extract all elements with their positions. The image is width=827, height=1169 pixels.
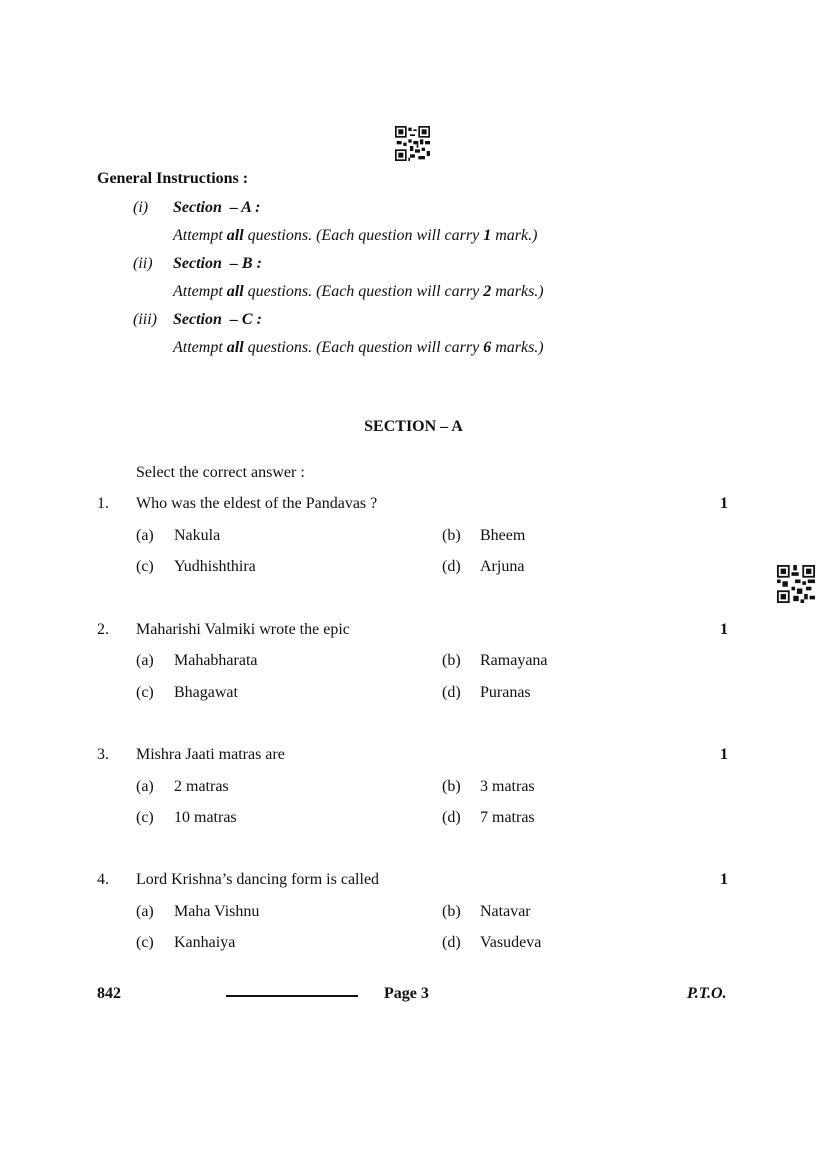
option-text: Bheem xyxy=(480,527,526,544)
roman-numeral: (ii) xyxy=(133,255,153,272)
option-text: Vasudeva xyxy=(480,934,542,951)
option-label: (c) xyxy=(136,558,154,575)
instruction-mid: questions. (Each question will carry xyxy=(243,227,484,244)
instruction-all: all xyxy=(226,339,244,356)
instruction-text xyxy=(173,283,544,301)
page-number: Page 3 xyxy=(384,985,429,1002)
instruction-marks-number: 2 xyxy=(483,283,492,300)
paper-code: 842 xyxy=(97,985,121,1002)
question-text: Maharishi Valmiki wrote the epic xyxy=(136,621,350,638)
option-text: Kanhaiya xyxy=(174,934,236,951)
option-text: 2 matras xyxy=(174,778,229,795)
option-label: (d) xyxy=(442,934,461,951)
roman-numeral: (i) xyxy=(133,199,149,216)
option-text: Natavar xyxy=(480,903,531,920)
question-marks: 1 xyxy=(720,746,728,763)
instruction-pre: Attempt xyxy=(173,339,227,356)
section-word: Section xyxy=(173,199,222,216)
option-text: Maha Vishnu xyxy=(174,903,260,920)
option-label: (d) xyxy=(442,809,461,826)
option-text: 10 matras xyxy=(174,809,237,826)
instruction-heading-section-a xyxy=(133,199,148,217)
instruction-pre: Attempt xyxy=(173,227,227,244)
option-label: (a) xyxy=(136,527,154,544)
section-letter: – B : xyxy=(229,255,262,272)
section-letter: – A : xyxy=(229,199,261,216)
instruction-mid: questions. (Each question will carry xyxy=(243,339,484,356)
instruction-text xyxy=(173,227,537,245)
qr-code-icon xyxy=(395,126,430,161)
option-label: (d) xyxy=(442,558,461,575)
instruction-heading-section-b xyxy=(133,255,153,273)
section-word: Section xyxy=(173,255,222,272)
option-text: Puranas xyxy=(480,684,531,701)
option-text: Arjuna xyxy=(480,558,525,575)
roman-numeral: (iii) xyxy=(133,311,157,328)
instruction-all: all xyxy=(226,227,244,244)
instruction-marks-number: 1 xyxy=(483,227,492,244)
instruction-section-label xyxy=(173,199,260,217)
question-number: 2. xyxy=(97,621,109,638)
instruction-text xyxy=(173,339,544,357)
instruction-section-label xyxy=(173,311,262,329)
option-label: (c) xyxy=(136,809,154,826)
question-text: Mishra Jaati matras are xyxy=(136,746,285,763)
option-label: (b) xyxy=(442,903,461,920)
instruction-section-label xyxy=(173,255,262,273)
question-marks: 1 xyxy=(720,871,728,888)
instruction-post: marks.) xyxy=(491,283,544,300)
option-text: Bhagawat xyxy=(174,684,238,701)
general-instructions-title: General Instructions : xyxy=(97,170,249,187)
option-text: 7 matras xyxy=(480,809,535,826)
option-text: 3 matras xyxy=(480,778,535,795)
instruction-pre: Attempt xyxy=(173,283,227,300)
instruction-mid: questions. (Each question will carry xyxy=(243,283,484,300)
option-text: Nakula xyxy=(174,527,221,544)
option-text: Yudhishthira xyxy=(174,558,256,575)
option-label: (a) xyxy=(136,903,154,920)
qr-code-side-icon xyxy=(777,565,815,603)
instruction-marks-number: 6 xyxy=(483,339,492,356)
section-word: Section xyxy=(173,311,222,328)
please-turn-over: P.T.O. xyxy=(687,985,727,1002)
section-a-instruction: Select the correct answer : xyxy=(136,464,305,481)
option-label: (c) xyxy=(136,684,154,701)
option-label: (a) xyxy=(136,652,154,669)
question-number: 4. xyxy=(97,871,109,888)
option-text: Ramayana xyxy=(480,652,548,669)
question-number: 3. xyxy=(97,746,109,763)
footer-divider xyxy=(226,995,358,997)
option-label: (a) xyxy=(136,778,154,795)
question-text: Who was the eldest of the Pandavas ? xyxy=(136,495,378,512)
instruction-all: all xyxy=(226,283,244,300)
instruction-post: mark.) xyxy=(491,227,538,244)
question-marks: 1 xyxy=(720,495,728,512)
section-letter: – C : xyxy=(229,311,262,328)
question-number: 1. xyxy=(97,495,109,512)
question-text: Lord Krishna’s dancing form is called xyxy=(136,871,380,888)
option-label: (c) xyxy=(136,934,154,951)
option-label: (b) xyxy=(442,778,461,795)
option-label: (b) xyxy=(442,652,461,669)
section-a-heading: SECTION – A xyxy=(364,418,463,435)
instruction-heading-section-c xyxy=(133,311,157,329)
option-text: Mahabharata xyxy=(174,652,258,669)
question-marks: 1 xyxy=(720,621,728,638)
option-label: (d) xyxy=(442,684,461,701)
option-label: (b) xyxy=(442,527,461,544)
instruction-post: marks.) xyxy=(491,339,544,356)
